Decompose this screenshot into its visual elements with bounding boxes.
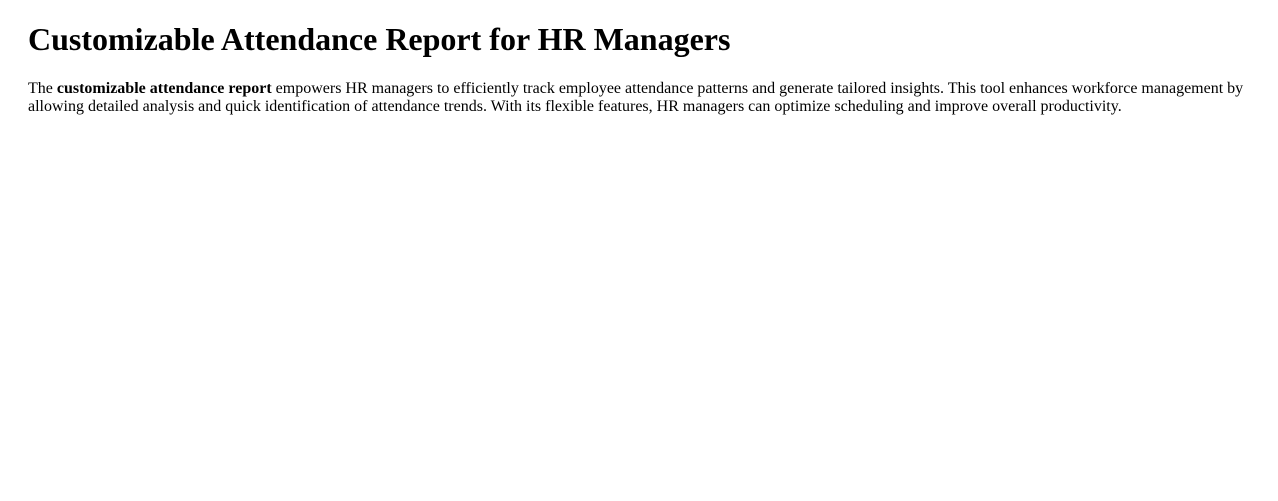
intro-paragraph [28, 80, 1250, 116]
intro-text-start: The [28, 79, 57, 97]
intro-text-rest: empowers HR managers to efficiently track employee attendance patterns and generate tailored insights. This tool enhances workforce management by allowing detailed analysis and quick identification of attendance trends. With its flexible features, HR managers can optimize scheduling and improve overall productivity. [28, 79, 1244, 115]
intro-bold-term: customizable attendance report [56, 79, 272, 97]
page-title: Customizable Attendance Report for HR Managers [28, 21, 731, 58]
